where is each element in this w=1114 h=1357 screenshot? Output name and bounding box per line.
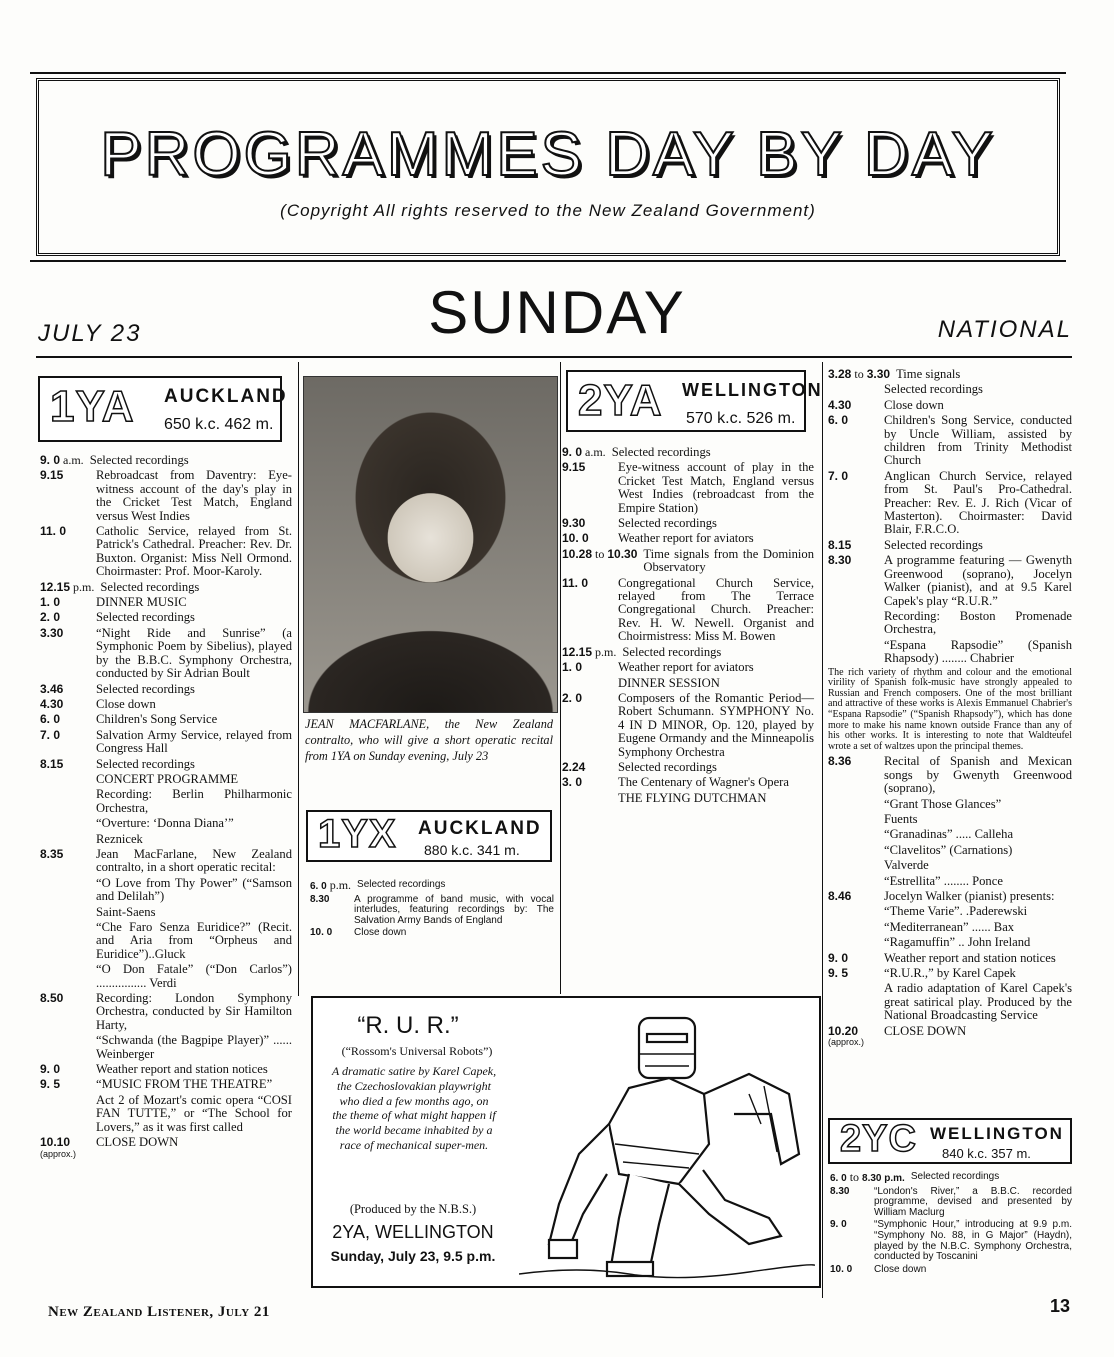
programme-description: Reznicek	[96, 831, 143, 846]
programme-time: 7. 0	[828, 468, 849, 483]
programme-description: “MUSIC FROM THE THEATRE”	[96, 1077, 273, 1092]
programme-time: 9. 0	[828, 950, 849, 965]
programme-time	[40, 833, 96, 846]
programme-time	[828, 828, 884, 841]
programme-time: 6. 0 p.m.	[310, 878, 352, 892]
network-label: NATIONAL	[937, 316, 1072, 343]
programme-item	[562, 677, 814, 690]
programme-time	[40, 788, 96, 815]
programme-description: Composers of the Romantic Period—Robert Schumann. SYMPHONY No. 4 IN D MINOR, Op. 120, played by Eugene Ormandy and the Minneapolis Symphony Orchestra	[618, 690, 814, 759]
footer-publication: New Zealand Listener, July 21	[48, 1304, 270, 1320]
programme-description: Selected recordings	[618, 516, 717, 531]
programme-item	[828, 875, 1072, 888]
programme-description: Catholic Service, relayed from St. Patrick's Cathedral. Preacher: Rev. Dr. Buxton. Organist: Miss Nell Ormond. Choirmaster: Prof. Moor-Karoly.	[96, 524, 292, 579]
date-label: JULY 23	[38, 320, 142, 347]
programme-list-1yx	[310, 880, 554, 941]
programme-description: Close down	[354, 927, 407, 939]
programme-item	[830, 1172, 1072, 1185]
programme-time: 8.30	[310, 893, 330, 905]
programme-description: Selected recordings	[89, 453, 189, 467]
programme-description: “Clavelitos” (Carnations)	[884, 842, 1013, 857]
programme-item	[828, 890, 1072, 903]
programme-description: Selected recordings	[96, 681, 195, 696]
programme-time: 3.46	[40, 681, 64, 696]
station-call-sign: 2YA	[578, 376, 663, 425]
programme-item	[828, 905, 1072, 918]
programme-time	[828, 859, 884, 872]
programme-description: Selected recordings	[910, 1171, 1000, 1182]
programme-time: 9. 5	[40, 1077, 61, 1092]
programme-item	[828, 539, 1072, 552]
programme-description: Close down	[884, 397, 944, 412]
programme-description: Recital of Spanish and Mexican songs by Gwenyth Greenwood (soprano),	[884, 754, 1072, 796]
programme-item	[40, 1063, 292, 1076]
programme-description: The Centenary of Wagner's Opera	[618, 775, 789, 790]
programme-item	[40, 1094, 292, 1134]
programme-time: 9.15	[40, 468, 64, 483]
programme-time	[562, 677, 618, 690]
programme-time	[40, 773, 96, 786]
programme-item	[828, 844, 1072, 857]
banner	[36, 78, 1060, 256]
programme-item	[828, 952, 1072, 965]
programme-description: Time signals from the Dominion Observatory	[643, 546, 814, 575]
programme-item	[828, 383, 1072, 396]
station-city: WELLINGTON	[930, 1124, 1064, 1143]
programme-time	[828, 936, 884, 949]
programme-item	[562, 761, 814, 774]
programme-description: “Estrellita” ........ Ponce	[884, 873, 1003, 888]
programme-description: Fuents	[884, 811, 918, 826]
programme-description: Saint-Saens	[96, 904, 156, 919]
banner-title: PROGRAMMES DAY BY DAY	[100, 120, 996, 189]
programme-time: 12.15 p.m.	[562, 644, 617, 659]
programme-description: Selected recordings	[884, 537, 983, 552]
programme-time	[40, 1094, 96, 1134]
programme-description: “Ragamuffin” .. John Ireland	[884, 935, 1031, 950]
programme-description: Anglican Church Service, relayed from St. Paul's Pro-Cathedral. Preacher: Rev. E. J. Rich (Vicar of Masterton). Choirmaster: David Blair, F.R.C.O.	[884, 468, 1072, 537]
programme-time	[828, 813, 884, 826]
station-frequency: 570 k.c. 526 m.	[686, 410, 796, 427]
station-call-sign: 2YC	[840, 1118, 917, 1160]
programme-time: 2.24	[562, 759, 586, 774]
programme-description: “Che Faro Senza Euridice?” (Recit. and Aria from “Orpheus and Euridice”)..Gluck	[96, 920, 292, 961]
programme-time: 3.30	[40, 625, 64, 640]
programme-item	[40, 921, 292, 961]
programme-description: Selected recordings	[884, 382, 983, 397]
programme-description: Selected recordings	[357, 879, 446, 890]
programme-description: CONCERT PROGRAMME	[96, 771, 239, 786]
programme-time: 2. 0	[40, 610, 61, 625]
station-city: AUCKLAND	[418, 818, 542, 839]
programme-time: 3.28 to 3.30	[828, 367, 891, 381]
programme-description: CLOSE DOWN	[884, 1023, 967, 1038]
approx-note: (approx.)	[40, 1148, 77, 1159]
programme-item	[310, 880, 554, 893]
programme-time	[40, 963, 96, 990]
programme-item	[310, 895, 554, 927]
programme-time	[828, 610, 884, 637]
station-frequency: 650 k.c. 462 m.	[164, 416, 274, 433]
programme-description: Recording: Berlin Philharmonic Orchestra,	[96, 787, 292, 815]
programme-description: “Symphonic Hour,” introducing at 9.9 p.m. “Symphony No. 88, in G Major” (Haydn), played by the N.B.C. Symphony Orchestra, conducted by Toscanini	[874, 1219, 1072, 1263]
programme-description: Close down	[874, 1263, 927, 1275]
programme-time: 8.30	[828, 553, 852, 568]
station-frequency: 840 k.c. 357 m.	[942, 1146, 1031, 1161]
rur-subtitle: (“Rossom's Universal Robots”)	[341, 1044, 493, 1058]
programme-list-2ya	[562, 446, 814, 807]
programme-item	[828, 368, 1072, 381]
programme-item	[40, 596, 292, 609]
programme-time: 3. 0	[562, 775, 583, 790]
programme-item	[830, 1187, 1072, 1219]
programme-time	[40, 877, 96, 904]
programme-item	[40, 1136, 292, 1149]
programme-description: DINNER MUSIC	[96, 595, 187, 610]
programme-time: 8.36	[828, 754, 852, 769]
programme-item	[40, 713, 292, 726]
programme-item	[562, 792, 814, 805]
programme-item	[828, 1025, 1072, 1038]
programme-time: 8.50	[40, 991, 64, 1006]
programme-description: Recording: London Symphony Orchestra, conducted by Sir Hamilton Harty,	[96, 991, 292, 1032]
programme-description: Selected recordings	[96, 756, 195, 771]
rur-title: “R. U. R.”	[357, 1012, 459, 1039]
programme-description: Eye-witness account of play in the Cricket Test Match, England versus West Indies (rebroadcast from the Empire Station)	[618, 460, 814, 515]
programme-description: CLOSE DOWN	[96, 1135, 179, 1150]
column-divider	[560, 362, 561, 994]
programme-time: 9. 0 a.m.	[562, 445, 606, 459]
programme-time: 6. 0 to 8.30 p.m.	[830, 1170, 905, 1184]
rur-date: Sunday, July 23, 9.5 p.m.	[330, 1248, 496, 1264]
programme-description: Selected recordings	[618, 759, 717, 774]
programme-description: A radio adaptation of Karel Capek's great satirical play. Produced by the National Broadcasting Service	[884, 981, 1072, 1023]
programme-time	[828, 798, 884, 811]
programme-item	[828, 967, 1072, 980]
programme-description: “Espana Rapsodie” (Spanish Rhapsody) ........ Chabrier	[884, 637, 1072, 666]
programme-item	[40, 581, 292, 594]
programme-description: Weather report and station notices	[884, 950, 1056, 965]
rur-feature-box	[311, 996, 821, 1288]
programme-description: Recording: Boston Promenade Orchestra,	[884, 608, 1072, 637]
programme-list-1ya	[40, 454, 292, 1159]
programme-description: Weather report for aviators	[618, 531, 754, 546]
programme-item	[40, 525, 292, 579]
programme-time: 10. 0	[562, 531, 589, 546]
programme-description: Selected recordings	[96, 610, 195, 625]
programme-description: Selected recordings	[611, 445, 711, 459]
programme-time: 8.30	[830, 1185, 850, 1197]
programme-item	[828, 921, 1072, 934]
station-call-sign: 1YA	[50, 382, 135, 431]
programme-item	[40, 848, 292, 875]
programme-item	[40, 469, 292, 523]
programme-list-2ya-cont	[828, 368, 1072, 1047]
programme-time: 10.20	[828, 1023, 859, 1038]
programme-item	[40, 611, 292, 624]
programme-description: “Grant Those Glances”	[884, 796, 1002, 811]
programme-item	[562, 646, 814, 659]
programme-item	[828, 399, 1072, 412]
rur-blurb: A dramatic satire by Karel Capek, the Czechoslovakian playwright who died a few months ago, on the theme of what might happen if the world became inhabited by a race of mechanical super-men.	[331, 1064, 497, 1152]
programme-list-2yc	[830, 1172, 1072, 1277]
programme-description: “R.U.R.,” by Karel Capek	[884, 965, 1016, 980]
programme-time: 9.15	[562, 460, 586, 475]
programme-time: 4.30	[40, 696, 64, 711]
programme-description: A programme of band music, with vocal interludes, featuring recordings by: The Salvation Army Bands of England	[354, 893, 554, 926]
programme-description: Rebroadcast from Daventry: Eye-witness account of the day's play in the Cricket Test Match, England versus West Indies	[96, 468, 292, 523]
programme-time	[828, 639, 884, 666]
programme-description: Selected recordings	[100, 579, 200, 594]
programme-description: Weather report for aviators	[618, 660, 754, 675]
programme-item	[40, 758, 292, 771]
robot-illustration	[519, 1004, 815, 1284]
programme-time: 9. 0	[830, 1219, 847, 1231]
programme-item	[40, 454, 292, 467]
programme-item	[40, 788, 292, 815]
programme-item	[562, 517, 814, 530]
station-1yx-box	[306, 810, 552, 862]
programme-time: 7. 0	[40, 727, 61, 742]
programme-item	[562, 577, 814, 644]
programme-time	[828, 844, 884, 857]
programme-time: 9. 5	[828, 965, 849, 980]
programme-item	[828, 755, 1072, 795]
programme-time	[828, 875, 884, 888]
programme-description: Close down	[96, 696, 156, 711]
programme-item	[40, 992, 292, 1032]
programme-time: 10.10	[40, 1135, 71, 1150]
station-1ya-box	[38, 376, 288, 442]
programme-description: THE FLYING DUTCHMAN	[618, 790, 767, 805]
programme-item	[40, 1034, 292, 1061]
programme-item	[40, 729, 292, 756]
programme-time: 11. 0	[40, 524, 67, 539]
programme-time: 2. 0	[562, 690, 583, 705]
programme-description: “Theme Varie”. .Paderewski	[884, 904, 1028, 919]
page-number: 13	[1050, 1296, 1071, 1316]
programme-description: “O Love from Thy Power” (“Samson and Delilah”)	[96, 875, 292, 904]
programme-description: Act 2 of Mozart's comic opera “COSI FAN TUTTE,” or “The School for Lovers,” as it was first called	[96, 1092, 292, 1134]
programme-time: 8.15	[828, 537, 852, 552]
programme-description: A programme featuring — Gwenyth Greenwood (soprano), Jocelyn Walker (pianist), and at 9.5 Karel Capek's play “R.U.R.”	[884, 553, 1072, 608]
portrait-photo	[303, 376, 558, 713]
programme-item	[828, 554, 1072, 608]
programme-item	[40, 906, 292, 919]
rur-station: 2YA, WELLINGTON	[332, 1222, 494, 1242]
programme-time: 8.46	[828, 888, 852, 903]
programme-time: 6. 0	[40, 712, 61, 727]
programme-time	[40, 1034, 96, 1061]
programme-time	[562, 792, 618, 805]
programme-description: “O Don Fatale” (“Don Carlos”) ................ Verdi	[96, 962, 292, 990]
programme-time: 1. 0	[40, 595, 61, 610]
programme-item	[40, 817, 292, 830]
programme-item	[828, 813, 1072, 826]
programme-item	[40, 698, 292, 711]
programme-time	[40, 817, 96, 830]
programme-item	[828, 414, 1072, 468]
programme-item	[40, 877, 292, 904]
programme-time: 11. 0	[562, 575, 589, 590]
programme-description: Children's Song Service, conducted by Uncle William, assisted by children from Trinity Methodist Church	[884, 413, 1072, 468]
programme-time: 8.35	[40, 846, 64, 861]
programme-description: “Schwanda (the Bagpipe Player)” ...... Weinberger	[96, 1033, 292, 1061]
programme-time	[828, 921, 884, 934]
programme-item	[40, 833, 292, 846]
programme-item	[40, 963, 292, 990]
programme-description: Time signals	[896, 367, 961, 381]
programme-description: Valverde	[884, 858, 929, 873]
programme-item	[562, 532, 814, 545]
programme-time	[828, 383, 884, 396]
programme-description: Selected recordings	[622, 644, 722, 659]
programme-description: Weather report and station notices	[96, 1062, 268, 1077]
programme-item	[830, 1220, 1072, 1262]
programme-item	[828, 470, 1072, 537]
programme-description: “London's River,” a B.B.C. recorded programme, devised and presented by William Maclurg	[874, 1185, 1072, 1218]
programme-note: The rich variety of rhythm and colour and the emotional virility of Spanish folk-music have strongly appealed to Russian and French composers. One of the most brilliant and attractive of these works is Alexis Emmanuel Chabrier's “Espana Rapsodie” (“Spanish Rhapsody”), which has done more to make his name known outside France than any of his other works. It is interesting to note that Waldteufel wrote a set of waltzes upon the principal themes.	[828, 666, 1072, 752]
header-rule	[36, 356, 1072, 358]
programme-item	[40, 1078, 292, 1091]
copyright-notice: (Copyright All rights reserved to the New Zealand Government)	[280, 201, 816, 220]
station-call-sign: 1YX	[318, 812, 397, 856]
programme-description: “Overture: ‘Donna Diana’”	[96, 816, 234, 831]
station-city: AUCKLAND	[164, 386, 288, 407]
programme-time: 8.15	[40, 756, 64, 771]
programme-description: Jean MacFarlane, New Zealand contralto, in a short operatic recital:	[96, 846, 292, 875]
column-divider	[298, 362, 299, 996]
programme-item	[562, 548, 814, 575]
programme-time: 9. 0 a.m.	[40, 453, 84, 467]
programme-description: Salvation Army Service, relayed from Congress Hall	[96, 727, 292, 756]
programme-time: 4.30	[828, 397, 852, 412]
station-frequency: 880 k.c. 341 m.	[424, 842, 520, 858]
programme-description: DINNER SESSION	[618, 675, 720, 690]
programme-item	[40, 683, 292, 696]
programme-item	[40, 773, 292, 786]
programme-item	[562, 692, 814, 759]
programme-item	[828, 610, 1072, 637]
station-2yc-box	[828, 1118, 1072, 1164]
programme-item	[828, 982, 1072, 1022]
photo-caption: JEAN MACFARLANE, the New Zealand contralto, who will give a short operatic recital from 1YA on Sunday evening, July 23	[305, 717, 553, 763]
programme-time: 9.30	[562, 516, 586, 531]
programme-time	[828, 905, 884, 918]
programme-description: Jocelyn Walker (pianist) presents:	[884, 888, 1055, 903]
programme-time: 1. 0	[562, 660, 583, 675]
programme-time: 10. 0	[830, 1263, 853, 1275]
programme-time	[40, 921, 96, 961]
programme-time	[828, 982, 884, 1022]
programme-item	[828, 798, 1072, 811]
programme-item	[562, 461, 814, 515]
programme-item	[40, 627, 292, 681]
programme-item	[562, 446, 814, 459]
programme-item	[828, 828, 1072, 841]
programme-time: 6. 0	[828, 413, 849, 428]
programme-item	[562, 776, 814, 789]
programme-time	[40, 906, 96, 919]
station-2ya-box	[566, 370, 823, 432]
programme-item	[830, 1265, 1072, 1276]
programme-description: Congregational Church Service, relayed from The Terrace Congregational Church. Preacher: Rev. H. W. Newell. Organist and Choirmistress: Miss M. Bowen	[618, 575, 814, 644]
station-city: WELLINGTON	[682, 380, 823, 400]
programme-description: “Granadinas” ..... Calleha	[884, 827, 1014, 842]
day-heading: SUNDAY	[428, 279, 686, 346]
column-divider	[822, 362, 823, 1298]
programme-time: 12.15 p.m.	[40, 579, 95, 594]
programme-description: “Mediterranean” ...... Bax	[884, 919, 1015, 934]
programme-item	[828, 639, 1072, 666]
rur-producer: (Produced by the N.B.S.)	[349, 1202, 477, 1216]
programme-item	[562, 661, 814, 674]
programme-time: 10.28 to 10.30	[562, 546, 638, 561]
programme-time: 10. 0	[310, 927, 333, 939]
approx-note: (approx.)	[828, 1037, 865, 1047]
programme-item	[828, 936, 1072, 949]
programme-description: “Night Ride and Sunrise” (a Symphonic Poem by Sibelius), played by the B.B.C. Symphony Orchestra, conducted by Sir Adrian Boult	[96, 625, 292, 681]
programme-time: 9. 0	[40, 1062, 61, 1077]
programme-item	[828, 859, 1072, 872]
programme-description: Children's Song Service	[96, 712, 218, 727]
programme-item	[310, 928, 554, 939]
